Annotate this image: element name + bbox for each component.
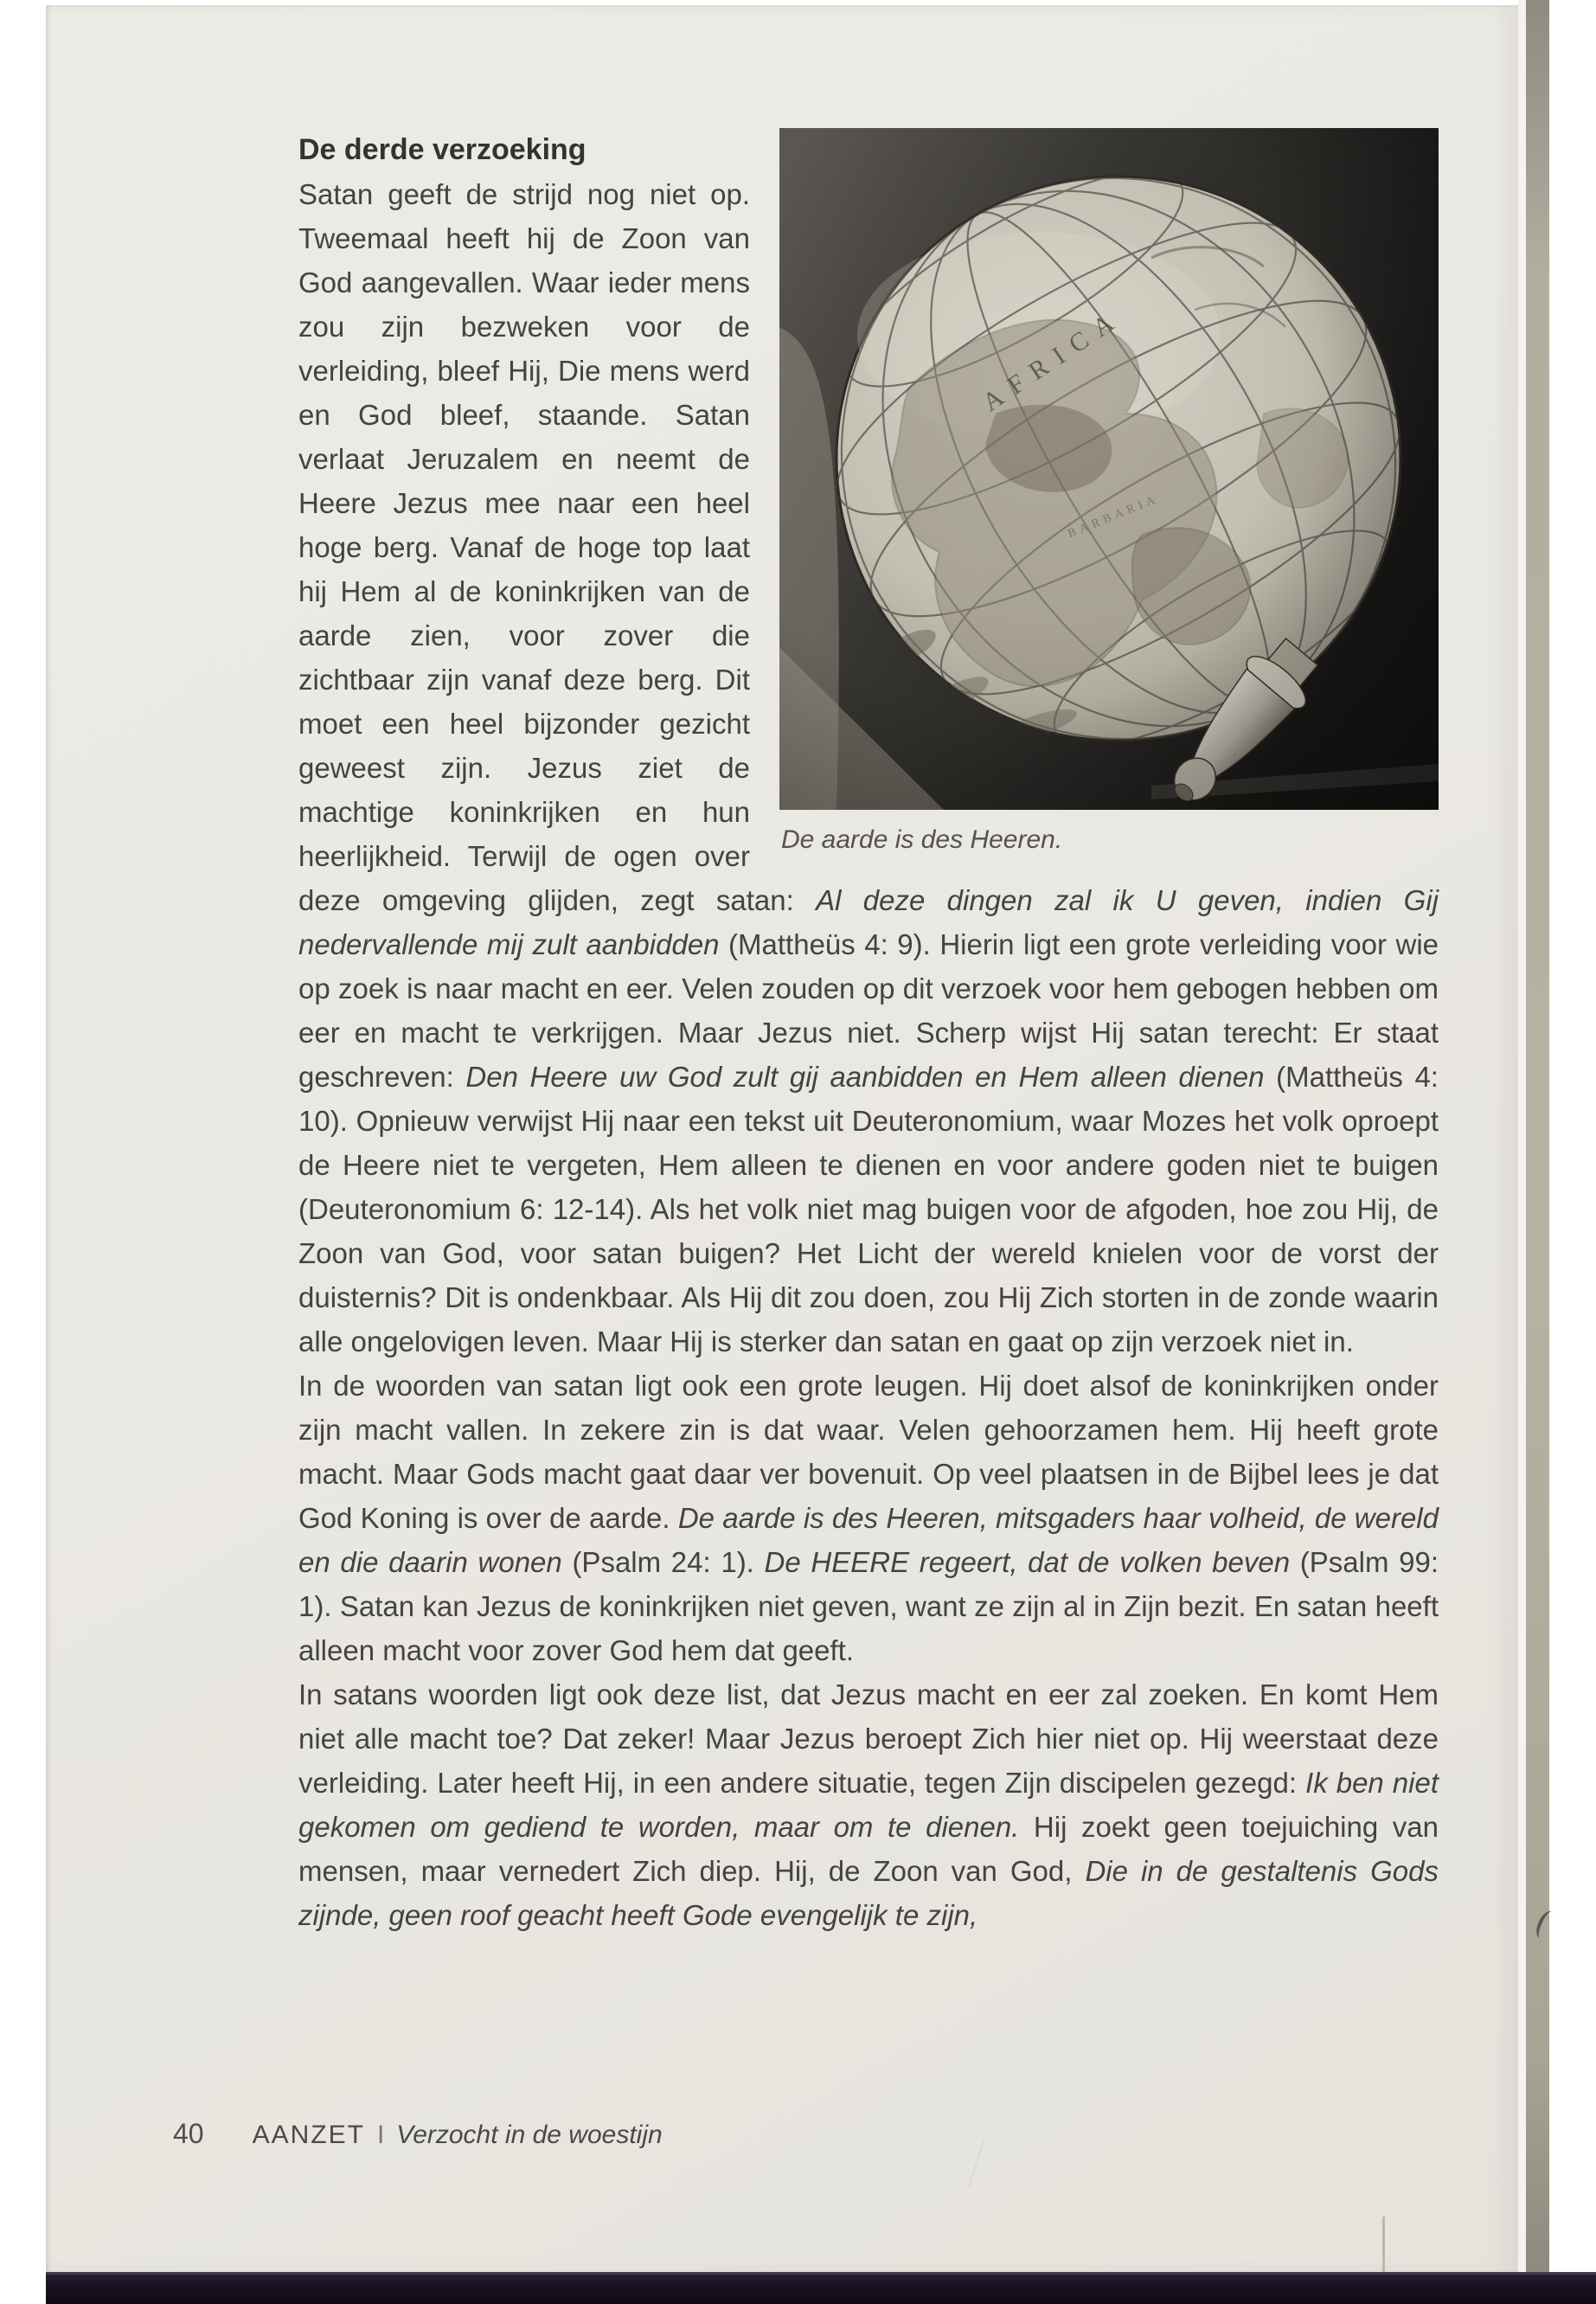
figure-caption: De aarde is des Heeren. (781, 825, 1063, 854)
globe-figure (779, 128, 1439, 857)
section-heading: De derde verzoeking (298, 133, 586, 166)
body-paragraph: In satans woorden ligt ook deze list, dat Jezus macht en eer zal zoeken. En komt Hem niet alle macht toe? Dat zeker! Maar Jezus beroept Zich hier niet op. Hij weerstaat deze verleiding. Later heeft Hij, in een andere situatie, tegen Zijn discipelen gezegd: Ik ben niet gekomen om gediend te worden, maar om te dienen. Hij zoekt geen toejuiching van mensen, maar vernedert Zich diep. Hij, de Zoon van God, Die in de gestaltenis Gods zijnde, geen roof geacht heeft Gode evengelijk te zijn, (298, 1678, 1439, 1931)
photo-vignette (779, 128, 1439, 810)
footer-chapter-title: Verzocht in de woestijn (396, 2121, 663, 2149)
globe-photo (779, 128, 1439, 810)
article (298, 128, 1439, 1937)
body-paragraph: Satan geeft de strijd nog niet op. Tweemaal heeft hij de Zoon van God aangevallen. Waar ieder mens zou zijn bezweken voor de verleiding, bleef Hij, Die mens werd en God bleef, staande. Satan verlaat Jeruzalem en neemt de Heere Jezus mee naar een heel hoge berg. Vanaf de hoge top laat hij Hem al de koninkrijken van de aarde zien, voor zover die zichtbaar zijn vanaf deze berg. Dit moet een heel bijzonder gezicht geweest zijn. Jezus ziet de machtige koninkrijken en hun heerlijkheid. Terwijl de ogen over deze omgeving glijden, zegt satan: Al deze dingen zal ik U geven, indien Gij nedervallende mij zult aanbidden (Mattheüs 4: 9). Hierin ligt een grote verleiding voor wie op zoek is naar macht en eer. Velen zouden op dit verzoek voor hem gebogen hebben om eer en macht te verkrijgen. Maar Jezus niet. Scherp wijst Hij satan terecht: Er staat geschreven: Den Heere uw God zult gij aanbidden en Hem alleen dienen (Mattheüs 4: 10). Opnieuw verwijst Hij naar een tekst uit Deuteronomium, waar Mozes het volk oproept de Heere niet te vergeten, Hem alleen te dienen en voor andere goden niet te buigen (Deuteronomium 6: 12-14). Als het volk niet mag buigen voor de afgoden, hoe zou Hij, de Zoon van God, voor satan buigen? Het Licht der wereld knielen voor de vorst der duisternis? Dit is ondenkbaar. Als Hij dit zou doen, zou Hij Zich storten in de zonde waarin alle ongelovigen leven. Maar Hij is sterker dan satan en gaat op zijn verzoek niet in. (298, 178, 1439, 1357)
page-edge-highlight (1518, 0, 1526, 2275)
footer-separator: I (376, 2121, 385, 2149)
footer-page-number: 40 (173, 2118, 204, 2149)
book-bottom-edge (46, 2272, 1596, 2304)
page-footer (173, 2118, 663, 2151)
body-paragraph: In de woorden van satan ligt ook een grote leugen. Hij doet alsof de koninkrijken onder zijn macht vallen. In zekere zin is dat waar. Velen gehoorzamen hem. Hij heeft grote macht. Maar Gods macht gaat daar ver bovenuit. Op veel plaatsen in de Bijbel lees je dat God Koning is over de aarde. De aarde is des Heeren, mitsgaders haar volheid, de wereld en die daarin wonen (Psalm 24: 1). De HEERE regeert, dat de volken beven (Psalm 99: 1). Satan kan Jezus de koninkrijken niet geven, want ze zijn al in Zijn bezit. En satan heeft alleen macht voor zover God hem dat geeft. (298, 1370, 1439, 1666)
page-crease-mark (1382, 2217, 1385, 2274)
footer-series-title: AANZET (252, 2121, 365, 2149)
